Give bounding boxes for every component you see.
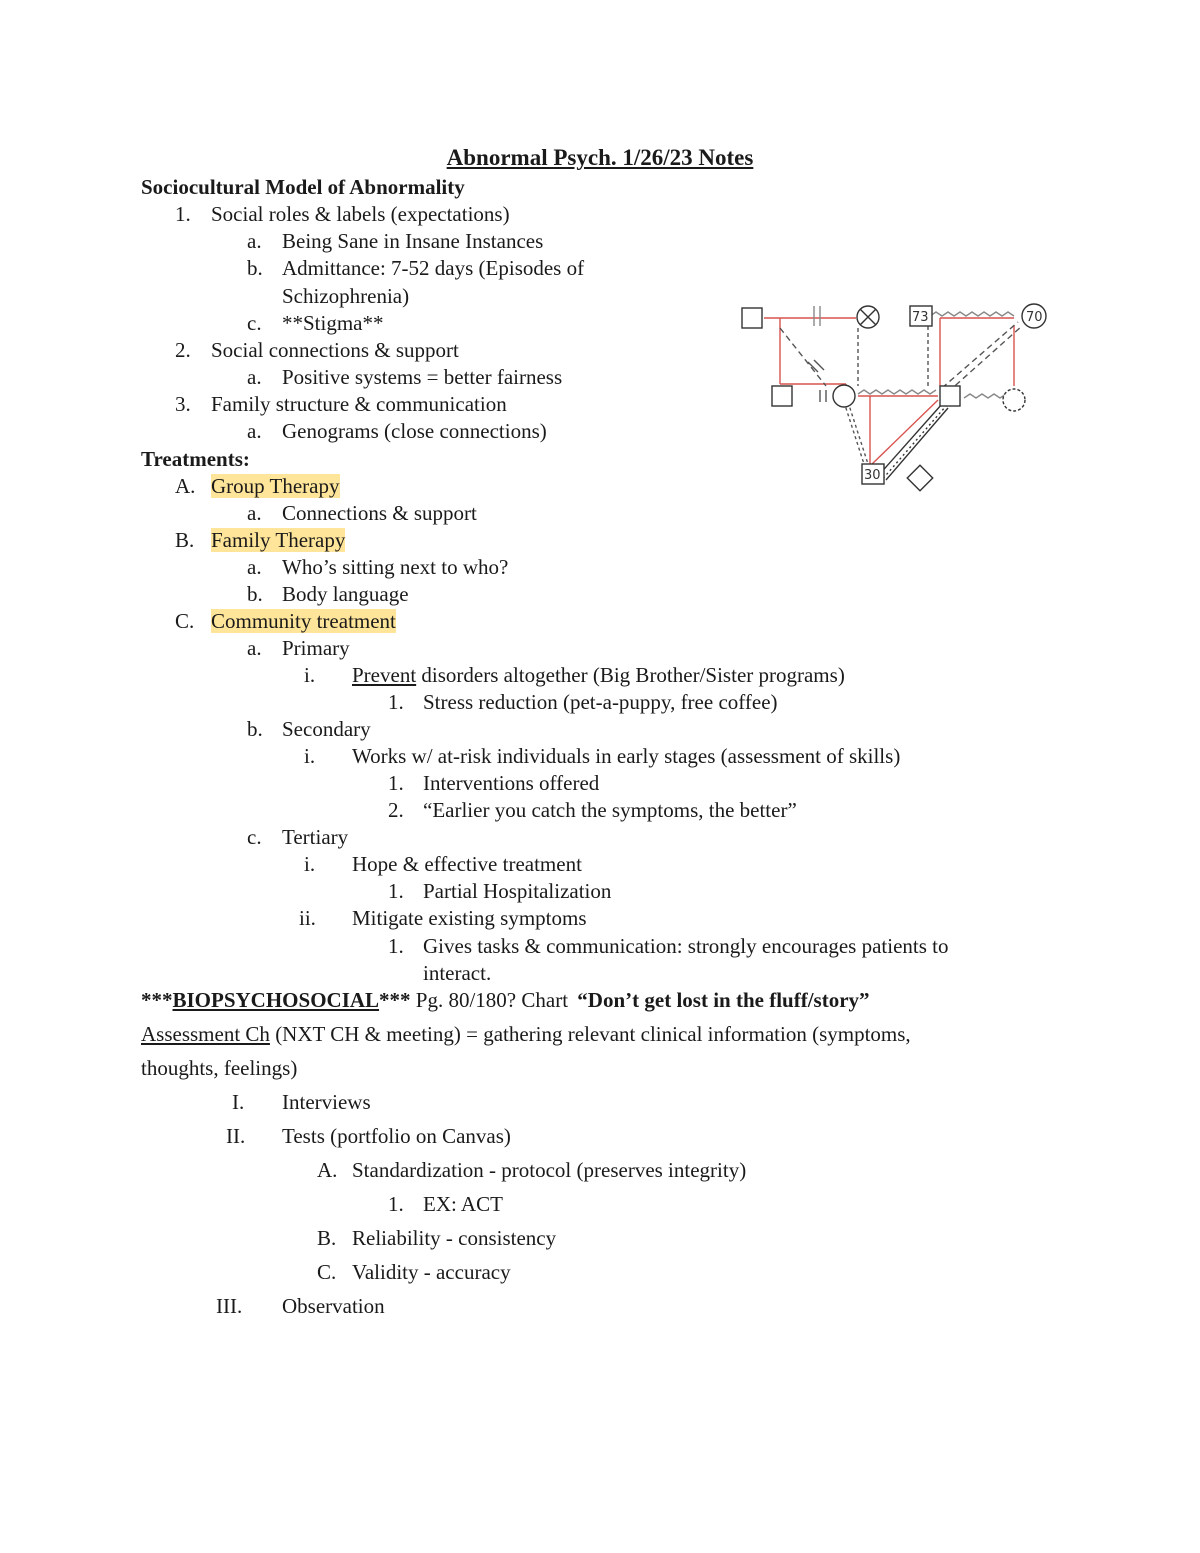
list-item: Tertiary (282, 825, 349, 849)
list-marker: a. (247, 365, 262, 389)
list-item: Positive systems = better fairness (282, 365, 563, 389)
list-item: Interventions offered (423, 771, 600, 795)
list-marker: 2. (175, 338, 191, 362)
assessment-continuation: thoughts, feelings) (141, 1056, 298, 1080)
list-item: Works w/ at-risk individuals in early stages (assessment of skills) (352, 744, 901, 768)
list-marker: C. (317, 1260, 337, 1284)
list-marker: b. (247, 717, 263, 741)
stars: *** (379, 988, 411, 1012)
list-item-continuation: Schizophrenia) (282, 284, 410, 308)
male-square (772, 386, 792, 406)
list-marker: C. (175, 609, 195, 633)
age-label: 30 (864, 468, 881, 483)
list-item: Body language (282, 582, 409, 606)
list-item: Hope & effective treatment (352, 852, 582, 876)
list-marker: 1. (388, 879, 404, 903)
treatments-heading: Treatments: (141, 447, 250, 471)
list-marker: B. (317, 1226, 337, 1250)
list-item: Genograms (close connections) (282, 419, 547, 443)
list-marker: 2. (388, 798, 404, 822)
list-marker: 3. (175, 392, 191, 416)
list-marker: i. (304, 852, 316, 876)
list-marker: b. (247, 256, 263, 280)
list-marker: a. (247, 555, 262, 579)
assessment-definition: (NXT CH & meeting) = gathering relevant clinical information (symptoms, (269, 1022, 911, 1046)
biopsychosocial-line (141, 988, 870, 1012)
list-marker: a. (247, 501, 262, 525)
female-circle (833, 385, 855, 407)
close-line (878, 404, 942, 476)
list-marker: a. (247, 229, 262, 253)
list-marker: B. (175, 528, 195, 552)
quote: “Don’t get lost in the fluff/story” (577, 988, 870, 1012)
list-item: Who’s sitting next to who? (282, 555, 509, 579)
list-marker: i. (304, 744, 316, 768)
list-item: Social connections & support (211, 338, 459, 362)
list-item: Reliability - consistency (352, 1226, 557, 1250)
list-item: Family structure & communication (211, 392, 507, 416)
underlined-word: Prevent (352, 663, 417, 687)
list-item: Stress reduction (pet-a-puppy, free coffee) (423, 690, 778, 714)
list-item: “Earlier you catch the symptoms, the better” (423, 798, 797, 822)
list-item: Tests (portfolio on Canvas) (282, 1124, 511, 1148)
list-item: Observation (282, 1294, 385, 1318)
close-line (880, 406, 946, 482)
male-square (742, 308, 762, 328)
male-square (940, 386, 960, 406)
list-item: Interviews (282, 1090, 371, 1114)
female-circle (1003, 389, 1025, 411)
zigzag-line (858, 390, 936, 394)
dashed-line (780, 328, 826, 386)
list-marker: 1. (388, 934, 404, 958)
list-item: Partial Hospitalization (423, 879, 612, 903)
list-marker: 1. (175, 202, 191, 226)
list-item: Gives tasks & communication: strongly encourages patients to (423, 934, 949, 958)
list-item: Standardization - protocol (preserves integrity) (352, 1158, 747, 1182)
list-marker: b. (247, 582, 263, 606)
list-marker: ii. (299, 906, 316, 930)
assessment-line (141, 1022, 911, 1046)
list-marker: A. (175, 474, 196, 498)
section-heading: Sociocultural Model of Abnormality (141, 175, 465, 199)
stars: *** (141, 988, 173, 1012)
assessment-keyword: Assessment Ch (141, 1022, 270, 1046)
list-item: **Stigma** (282, 311, 384, 335)
list-marker: II. (226, 1124, 246, 1148)
list-marker: c. (247, 311, 262, 335)
list-item: Primary (282, 636, 350, 660)
list-item-continuation: interact. (423, 961, 492, 985)
list-marker: a. (247, 419, 262, 443)
diamond-symbol (907, 465, 932, 490)
list-marker: 1. (388, 690, 404, 714)
age-label: 70 (1026, 310, 1043, 325)
page-reference: Pg. 80/180? Chart (410, 988, 574, 1012)
list-item: Mitigate existing symptoms (352, 906, 587, 930)
list-marker: a. (247, 636, 262, 660)
list-marker: i. (304, 663, 316, 687)
list-marker: A. (317, 1158, 338, 1182)
biopsychosocial-keyword: BIOPSYCHOSOCIAL (172, 988, 380, 1012)
list-marker: 1. (388, 1192, 404, 1216)
dashed-line (844, 402, 864, 464)
list-item: Validity - accuracy (352, 1260, 511, 1284)
dashed-line (848, 402, 868, 464)
age-label: 73 (912, 310, 929, 325)
list-item: Admittance: 7-52 days (Episodes of (282, 256, 585, 280)
list-item-rest: disorders altogether (Big Brother/Sister programs) (416, 663, 845, 687)
list-item: Being Sane in Insane Instances (282, 229, 544, 253)
list-item (352, 663, 845, 687)
list-item: Social roles & labels (expectations) (211, 202, 510, 226)
highlighted-item: Group Therapy (211, 474, 340, 498)
list-marker: 1. (388, 771, 404, 795)
list-item: EX: ACT (423, 1192, 503, 1216)
list-item: Secondary (282, 717, 371, 741)
highlighted-item: Community treatment (211, 609, 396, 633)
dashed-line (948, 326, 1022, 392)
list-marker: c. (247, 825, 262, 849)
conflict-line (870, 400, 938, 466)
zigzag-line (930, 312, 1014, 316)
list-item: Connections & support (282, 501, 477, 525)
list-marker: III. (216, 1294, 243, 1318)
page-title: Abnormal Psych. 1/26/23 Notes (446, 145, 754, 170)
dashed-line (942, 322, 1018, 388)
list-marker: I. (232, 1090, 245, 1114)
divorce-mark (814, 360, 824, 370)
highlighted-item: Family Therapy (211, 528, 346, 552)
genogram-diagram (728, 296, 1060, 508)
